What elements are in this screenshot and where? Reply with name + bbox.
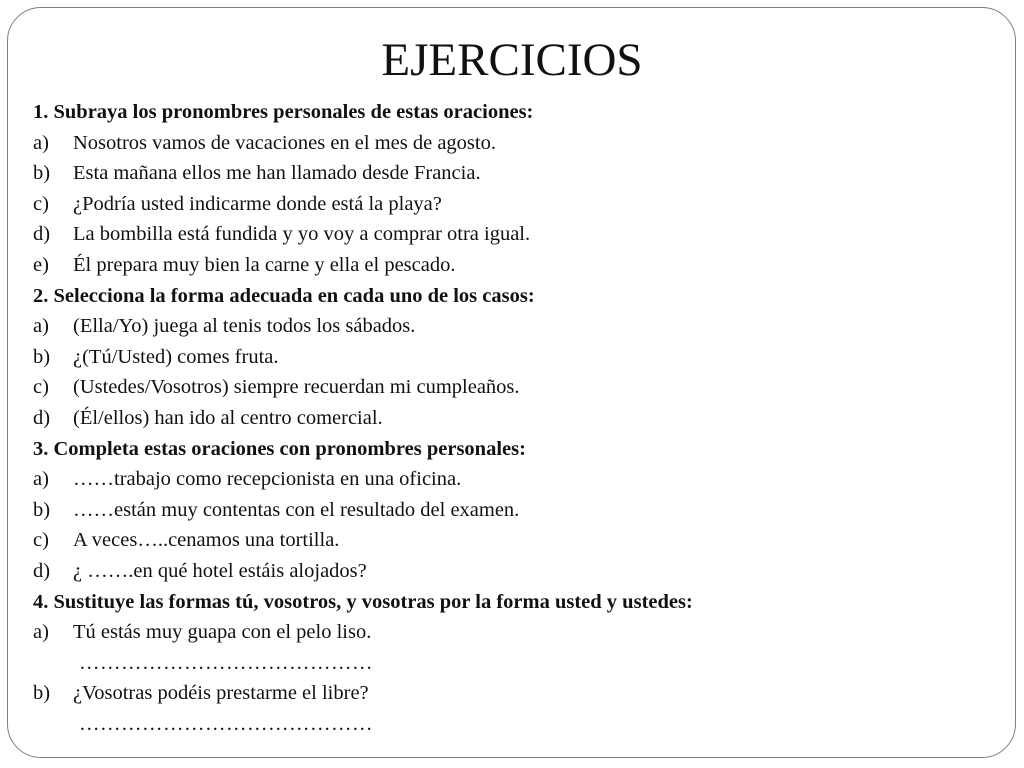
item-text: (Ustedes/Vosotros) siempre recuerdan mi cumpleaños. — [73, 376, 520, 399]
list-item — [33, 342, 993, 373]
section-2-heading: 2. Selecciona la forma adecuada en cada uno de los casos: — [33, 284, 535, 307]
item-marker: c) — [33, 192, 49, 215]
item-marker: b) — [33, 162, 51, 185]
item-text: Él prepara muy bien la carne y ella el pescado. — [73, 253, 456, 276]
item-marker: b) — [33, 498, 51, 521]
item-text: Esta mañana ellos me han llamado desde Francia. — [73, 162, 481, 185]
item-text: A veces…..cenamos una tortilla. — [73, 529, 340, 552]
item-marker: a) — [33, 315, 49, 338]
list-item — [33, 464, 993, 495]
item-text: (Ella/Yo) juega al tenis todos los sábados. — [73, 315, 416, 338]
item-text: Nosotros vamos de vacaciones en el mes de agosto. — [73, 131, 496, 154]
item-text: ¿(Tú/Usted) comes fruta. — [73, 345, 279, 368]
list-item — [33, 250, 993, 281]
item-marker: d) — [33, 406, 51, 429]
answer-blank: …………………………………… — [79, 651, 373, 674]
item-marker: c) — [33, 529, 49, 552]
item-text: Tú estás muy guapa con el pelo liso. — [73, 621, 372, 644]
list-item — [33, 311, 993, 342]
item-marker: e) — [33, 253, 49, 276]
item-text: ¿Vosotras podéis prestarme el libre? — [73, 682, 369, 705]
list-item — [33, 495, 993, 526]
item-marker: a) — [33, 621, 49, 644]
section-1-heading: 1. Subraya los pronombres personales de estas oraciones: — [33, 101, 534, 123]
item-marker: d) — [33, 223, 51, 246]
item-text: La bombilla está fundida y yo voy a comprar otra igual. — [73, 223, 531, 246]
section-4-heading: 4. Sustituye las formas tú, vosotros, y vosotras por la forma usted y ustedes: — [33, 590, 693, 613]
list-item — [33, 556, 993, 587]
list-item — [33, 372, 993, 403]
list-item — [33, 158, 993, 189]
item-marker: a) — [33, 131, 49, 154]
list-item — [33, 617, 993, 648]
slide-title: EJERCICIOS — [381, 34, 643, 86]
item-text: ¿ …….en qué hotel estáis alojados? — [73, 559, 367, 582]
list-item — [33, 219, 993, 250]
item-marker: b) — [33, 345, 51, 368]
item-text: ……están muy contentas con el resultado del examen. — [73, 498, 520, 521]
item-marker: d) — [33, 559, 51, 582]
list-item — [33, 128, 993, 159]
item-marker: a) — [33, 468, 49, 491]
answer-blank: …………………………………… — [79, 712, 373, 735]
item-text: ¿Podría usted indicarme donde está la playa? — [73, 192, 442, 215]
item-text: ……trabajo como recepcionista en una oficina. — [73, 468, 462, 491]
exercise-content — [33, 97, 993, 739]
list-item — [33, 678, 993, 709]
section-3-heading: 3. Completa estas oraciones con pronombres personales: — [33, 437, 526, 460]
list-item — [33, 189, 993, 220]
item-text: (Él/ellos) han ido al centro comercial. — [73, 406, 383, 429]
item-marker: b) — [33, 682, 51, 705]
list-item — [33, 403, 993, 434]
item-marker: c) — [33, 376, 49, 399]
list-item — [33, 525, 993, 556]
